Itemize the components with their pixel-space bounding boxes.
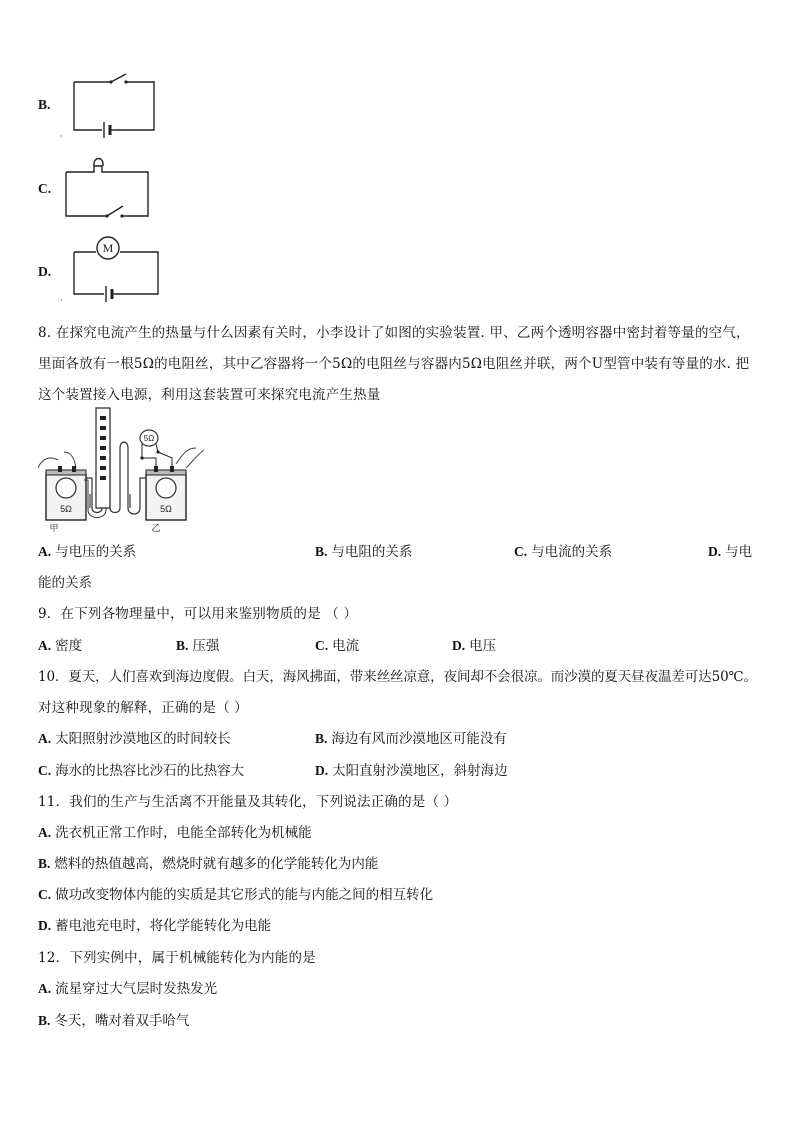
option-letter: D. [38,918,52,933]
option-text: 与电 [725,544,753,560]
option-text: 流星穿过大气层时发热发光 [55,981,218,997]
option-d-letter: D. [38,264,52,279]
q11-option-b [38,852,378,872]
q8-option-c [514,540,612,560]
q9-option-c [315,634,359,654]
option-letter: B. [38,1013,51,1028]
option-letter: A. [38,981,52,996]
option-text: 电压 [469,638,497,654]
left-resistor-label: 5Ω [60,504,72,514]
q8-stem-line2: 里面各放有一根5Ω的电阻丝，其中乙容器将一个5Ω的电阻丝与容器内5Ω电阻丝并联，两个U型管中装有等量的水. 把 [38,356,750,372]
option-letter: C. [514,544,528,559]
option-c-letter: C. [38,181,52,196]
q12-option-b [38,1009,189,1029]
q10-option-d [315,759,508,779]
q8-option-d-wrap: 能的关系 [38,575,92,591]
q8-experiment-figure [36,408,226,538]
q8-option-b [315,540,412,560]
option-text: 洗衣机正常工作时，电能全部转化为机械能 [55,825,312,841]
right-container-name: 乙 [151,524,161,534]
q9-option-a [38,634,82,654]
option-text: 与电压的关系 [55,544,137,560]
switch-blade [107,206,123,216]
option-letter: B. [176,638,189,653]
bulb-dome [94,159,103,167]
option-text: 电流 [332,638,360,654]
option-letter: D. [315,763,329,778]
option-text: 燃料的热值越高，燃烧时就有越多的化学能转化为内能 [54,856,379,872]
external-resistor-label: 5Ω [143,434,155,443]
q12-option-a [38,977,217,997]
q9-option-b [176,634,219,654]
option-letter: A. [38,544,52,559]
option-letter: C. [38,763,52,778]
q8-stem-line3: 这个装置接入电源，利用这套装置可来探究电流产生热量 [38,387,381,403]
q9-option-d [452,634,496,654]
q11-option-d [38,914,271,934]
option-text: 蓄电池充电时，将化学能转化为电能 [55,918,272,934]
q11-option-c [38,883,433,903]
q10-stem-line2: 对这种现象的解释，正确的是（ ） [38,700,248,716]
q8-option-d [708,540,752,560]
option-letter: A. [38,731,52,746]
q10-option-b [315,727,507,747]
option-letter: B. [315,544,328,559]
option-text: 太阳直射沙漠地区，斜射海边 [332,763,508,779]
motor-label: M [102,241,114,255]
option-text: 冬天，嘴对着双手哈气 [54,1013,190,1029]
option-letter: C. [315,638,329,653]
option-text: 与电阻的关系 [331,544,413,560]
q10-option-c [38,759,244,779]
q9-stem: 9．在下列各物理量中，可以用来鉴别物质的是 （ ） [38,606,358,622]
q11-option-a [38,821,312,841]
option-letter: A. [38,638,52,653]
q10-option-a [38,727,231,747]
option-letter: C. [38,887,52,902]
option-text: 与电流的关系 [531,544,613,560]
option-text: 密度 [55,638,83,654]
option-text: 做功改变物体内能的实质是其它形式的能与内能之间的相互转化 [55,887,434,903]
option-letter: A. [38,825,52,840]
q11-stem: 11．我们的生产与生活离不开能量及其转化，下列说法正确的是（ ） [38,794,458,810]
option-letter: B. [38,856,51,871]
q8-stem-line1: 8. 在探究电流产生的热量与什么因素有关时，小李设计了如图的实验装置. 甲、乙两个透明容器中密封着等量的空气， [38,325,750,341]
option-text: 压强 [192,638,220,654]
stray-mark: · [60,296,63,305]
circuit-b-diagram [66,74,186,134]
circuit-c-diagram [66,154,186,224]
q8-option-a [38,540,136,560]
option-text: 太阳照射沙漠地区的时间较长 [55,731,231,747]
option-b-letter: B. [38,97,51,112]
stray-mark: · [60,132,63,141]
q10-stem-line1: 10．夏天，人们喜欢到海边度假。白天，海风拂面，带来丝丝凉意，夜间却不会很凉。而沙漠的夏天昼夜温差可达50℃。 [38,669,757,685]
option-letter: D. [708,544,722,559]
q12-stem: 12．下列实例中，属于机械能转化为内能的是 [38,950,316,966]
option-text: 海水的比热容比沙石的比热容大 [55,763,245,779]
circuit-d-diagram [66,236,186,306]
left-container-name: 甲 [49,524,59,534]
option-letter: B. [315,731,328,746]
option-letter: D. [452,638,466,653]
switch-blade [111,74,126,82]
right-resistor-label: 5Ω [160,504,172,514]
option-text: 海边有风而沙漠地区可能没有 [331,731,507,747]
